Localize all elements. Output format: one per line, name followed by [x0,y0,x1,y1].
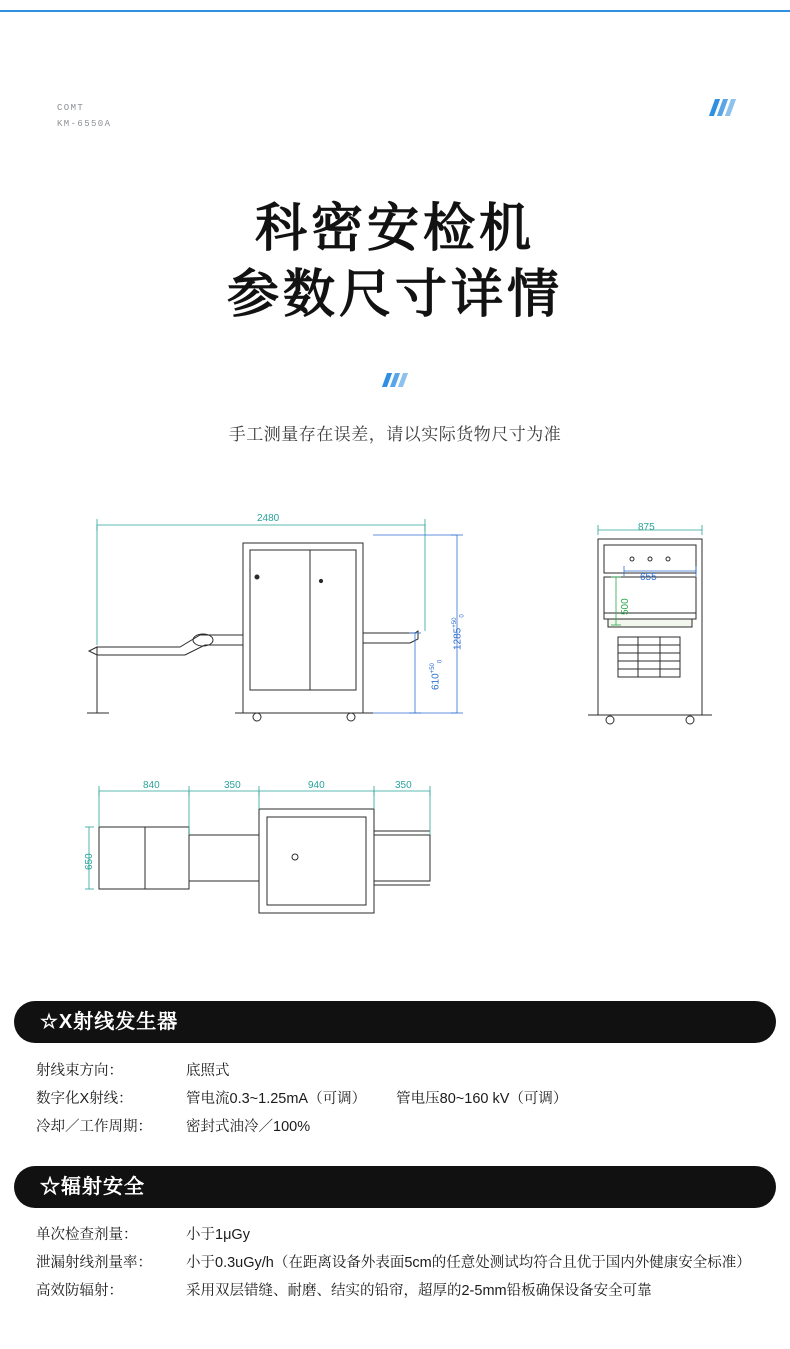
brand-model: KM-6550A [57,119,112,129]
dim-top-d: 350 [395,780,412,791]
dim-side-height: $1285^{+50}_0$ [452,614,466,650]
slash-mark-icon [712,99,733,116]
front-elevation-drawing [580,525,720,735]
dim-front-width: 875 [638,522,655,533]
spec-row [36,1252,776,1274]
spec-key: 泄漏射线剂量率： [36,1255,152,1271]
spec-key: 单次检查剂量： [36,1227,138,1243]
spec-value: 小于0.3uGy/h（在距离设备外表面5cm的任意处测试均符合且优于国内外健康安全标准） [186,1255,751,1271]
spec-key: 射线束方向： [36,1063,123,1079]
dim-top-depth: 650 [84,853,95,870]
brand-name: COMT [57,103,85,113]
spec-value-voltage: 管电压80~160 kV（可调） [396,1091,568,1107]
plan-view-drawing [85,775,445,935]
spec-value: 密封式油冷／100% [186,1119,311,1135]
top-accent-rule [0,10,790,12]
spec-key: 高效防辐射： [36,1283,123,1299]
measurement-note: 手工测量存在误差，请以实际货物尺寸为准 [228,425,562,444]
spec-value: 底照式 [186,1063,230,1079]
page-title-line1: 科密安检机 [254,200,535,258]
spec-row [36,1280,776,1302]
dim-front-inner-width: 655 [640,572,657,583]
dim-front-inner-height: 500 [620,598,631,615]
spec-value-current: 管电流0.3~1.25mA（可调） [186,1091,367,1107]
section-title-xray-generator: ☆X射线发生器 [14,1001,776,1043]
page-title-line2: 参数尺寸详情 [226,266,563,324]
side-elevation-drawing [85,505,505,735]
dim-top-b: 350 [224,780,241,791]
spec-row [36,1116,776,1138]
dim-conveyor-height: $610^{+50}_0$ [430,659,444,690]
spec-key: 数字化X射线： [36,1091,133,1107]
spec-row [36,1060,776,1082]
spec-table-xray-generator [36,1060,776,1144]
page-title [0,196,790,328]
dim-top-c: 940 [308,780,325,791]
spec-key: 冷却／工作周期： [36,1119,152,1135]
spec-value: 采用双层错缝、耐磨、结实的铅帘，超厚的2-5mm铅板确保设备安全可靠 [186,1283,652,1299]
spec-row [36,1088,776,1110]
spec-table-radiation-safety [36,1224,776,1308]
spec-value: 小于1μGy [186,1227,250,1243]
slash-divider-icon [385,373,406,387]
spec-row [36,1224,776,1246]
dim-side-length: 2480 [257,513,280,524]
brand-block [57,100,111,132]
dim-top-a: 840 [143,780,160,791]
technical-drawings [0,500,790,950]
section-title-radiation-safety: ☆辐射安全 [14,1166,776,1208]
spec-value [186,1088,776,1110]
